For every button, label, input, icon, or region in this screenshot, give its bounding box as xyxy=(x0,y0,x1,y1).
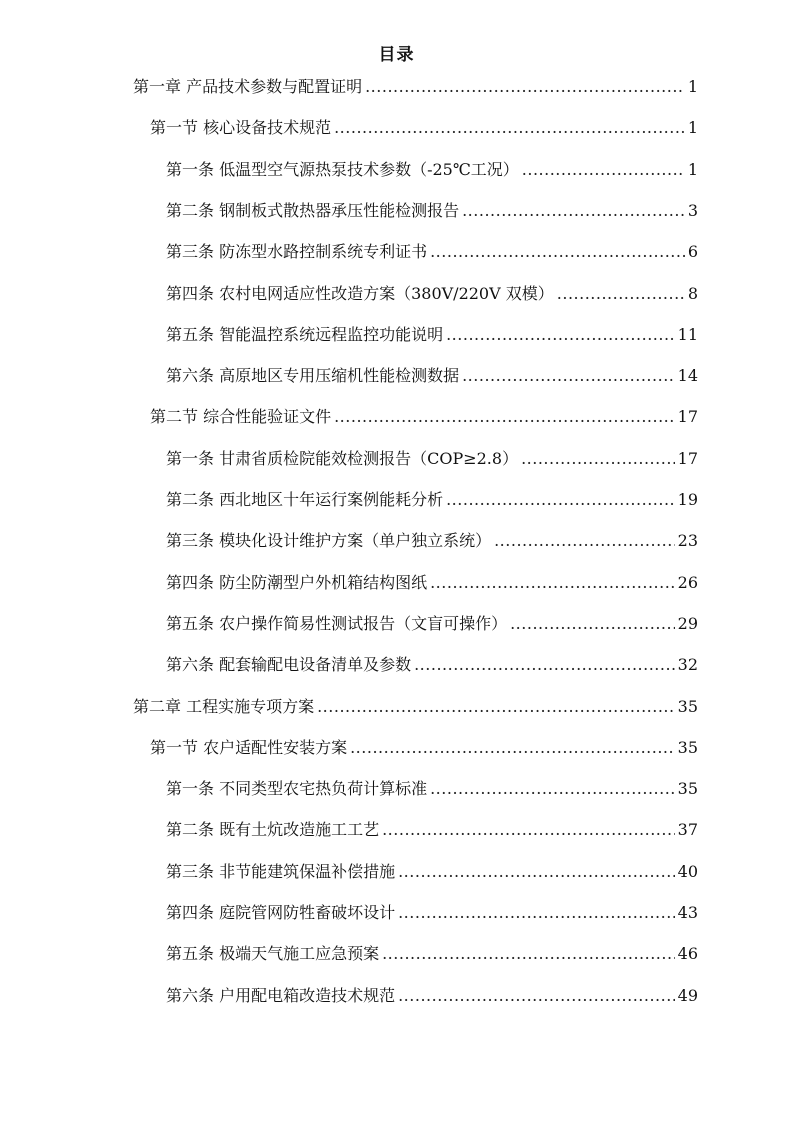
toc-entry xyxy=(166,487,698,513)
toc-entry-label: 第五条 智能温控系统远程监控功能说明 xyxy=(166,324,444,344)
toc-entry xyxy=(166,239,698,265)
toc-entry-page-number: 37 xyxy=(677,820,698,840)
toc-entry-page-number: 14 xyxy=(677,366,698,386)
toc-dot-leader xyxy=(398,983,675,1009)
toc-entry-label: 第三条 模块化设计维护方案（单户独立系统） xyxy=(166,531,492,551)
toc-entry-page-number: 46 xyxy=(677,944,698,964)
toc-entry-label: 第一章 产品技术参数与配置证明 xyxy=(133,77,363,96)
toc-dot-leader xyxy=(398,859,675,885)
toc-entry xyxy=(166,363,698,389)
toc-entry-label: 第二条 钢制板式散热器承压性能检测报告 xyxy=(166,200,460,220)
toc-entry xyxy=(166,157,698,183)
toc-dot-leader xyxy=(557,281,685,307)
toc-entry-page-number: 1 xyxy=(687,118,698,138)
toc-entry-page-number: 32 xyxy=(677,655,698,675)
toc-entry xyxy=(166,859,698,885)
toc-entry-page-number: 23 xyxy=(677,531,698,551)
toc-entry-page-number: 11 xyxy=(677,324,698,344)
toc-entry-page-number: 17 xyxy=(677,448,698,468)
toc-entry-page-number: 17 xyxy=(677,407,698,427)
toc-entry-page-number: 3 xyxy=(687,200,698,220)
toc-entry xyxy=(166,281,698,307)
toc-entry xyxy=(166,446,698,472)
toc-entry xyxy=(166,198,698,224)
toc-dot-leader xyxy=(446,322,675,348)
toc-dot-leader xyxy=(430,570,675,596)
toc-entry xyxy=(166,528,698,554)
toc-entry-label: 第六条 高原地区专用压缩机性能检测数据 xyxy=(166,366,460,386)
toc-entry-label: 第四条 农村电网适应性改造方案（380V/220V 双模） xyxy=(166,283,554,303)
toc-entry-label: 第三条 非节能建筑保温补偿措施 xyxy=(166,861,396,881)
toc-entry-page-number: 35 xyxy=(677,737,698,757)
toc-dot-leader xyxy=(382,941,675,967)
toc-entry-label: 第五条 极端天气施工应急预案 xyxy=(166,944,380,964)
toc-entry-page-number: 35 xyxy=(677,696,698,716)
toc-entry-page-number: 29 xyxy=(677,613,698,633)
toc-entry xyxy=(133,74,698,100)
toc-entry-page-number: 8 xyxy=(687,283,698,303)
toc-dot-leader xyxy=(317,694,675,720)
toc-dot-leader xyxy=(398,900,675,926)
toc-entry-label: 第一条 甘肃省质检院能效检测报告（COP≥2.8） xyxy=(166,448,519,468)
toc-entry-label: 第二条 既有土炕改造施工工艺 xyxy=(166,820,380,840)
toc-entry xyxy=(166,776,698,802)
toc-dot-leader xyxy=(365,74,685,100)
toc-dot-leader xyxy=(382,817,675,843)
toc-entry xyxy=(166,570,698,596)
toc-dot-leader xyxy=(462,198,685,224)
toc-entry-page-number: 6 xyxy=(687,242,698,262)
toc-entry-label: 第六条 户用配电箱改造技术规范 xyxy=(166,985,396,1005)
toc-entry-page-number: 1 xyxy=(687,159,698,179)
toc-entry-page-number: 35 xyxy=(677,779,698,799)
toc-dot-leader xyxy=(334,115,685,141)
toc-entry-label: 第六条 配套输配电设备清单及参数 xyxy=(166,655,412,675)
toc-dot-leader xyxy=(430,776,675,802)
toc-entry-label: 第三条 防冻型水路控制系统专利证书 xyxy=(166,242,428,262)
toc-entry-label: 第四条 庭院管网防牲畜破坏设计 xyxy=(166,903,396,922)
toc-entry-page-number: 40 xyxy=(677,861,698,881)
toc-dot-leader xyxy=(350,735,675,761)
toc-entry-label: 第一节 农户适配性安装方案 xyxy=(150,737,348,757)
toc-entry xyxy=(166,941,698,967)
toc-dot-leader xyxy=(510,611,675,637)
toc-entry xyxy=(133,694,698,720)
toc-entry xyxy=(166,983,698,1009)
toc-entry xyxy=(166,652,698,678)
toc-entry-page-number: 26 xyxy=(677,572,698,592)
toc-dot-leader xyxy=(430,239,685,265)
toc-entry xyxy=(166,611,698,637)
toc-entry xyxy=(166,900,698,926)
toc-entry-label: 第二章 工程实施专项方案 xyxy=(133,696,315,716)
toc-entry-page-number: 43 xyxy=(677,903,698,922)
toc-entry xyxy=(150,404,698,430)
toc-entry-label: 第四条 防尘防潮型户外机箱结构图纸 xyxy=(166,572,428,592)
toc-dot-leader xyxy=(414,652,675,678)
toc-entry xyxy=(150,735,698,761)
toc-entry-label: 第一条 不同类型农宅热负荷计算标准 xyxy=(166,779,428,799)
toc-entry-page-number: 1 xyxy=(687,77,698,96)
toc-title: 目录 xyxy=(378,45,415,65)
toc-entry-page-number: 19 xyxy=(677,490,698,509)
toc-dot-leader xyxy=(522,157,685,183)
toc-dot-leader xyxy=(334,404,675,430)
toc-entry xyxy=(166,322,698,348)
toc-entry-label: 第一节 核心设备技术规范 xyxy=(150,118,332,138)
toc-dot-leader xyxy=(494,528,675,554)
toc-entry xyxy=(166,817,698,843)
toc-dot-leader xyxy=(446,487,675,513)
toc-entry-label: 第五条 农户操作简易性测试报告（文盲可操作） xyxy=(166,613,508,633)
toc-dot-leader xyxy=(521,446,675,472)
toc-entry-label: 第一条 低温型空气源热泵技术参数（-25℃工况） xyxy=(166,159,519,179)
toc-entry xyxy=(150,115,698,141)
toc-entry-label: 第二节 综合性能验证文件 xyxy=(150,407,332,427)
toc-entry-label: 第二条 西北地区十年运行案例能耗分析 xyxy=(166,490,444,509)
toc-entry-page-number: 49 xyxy=(677,985,698,1005)
toc-dot-leader xyxy=(462,363,675,389)
